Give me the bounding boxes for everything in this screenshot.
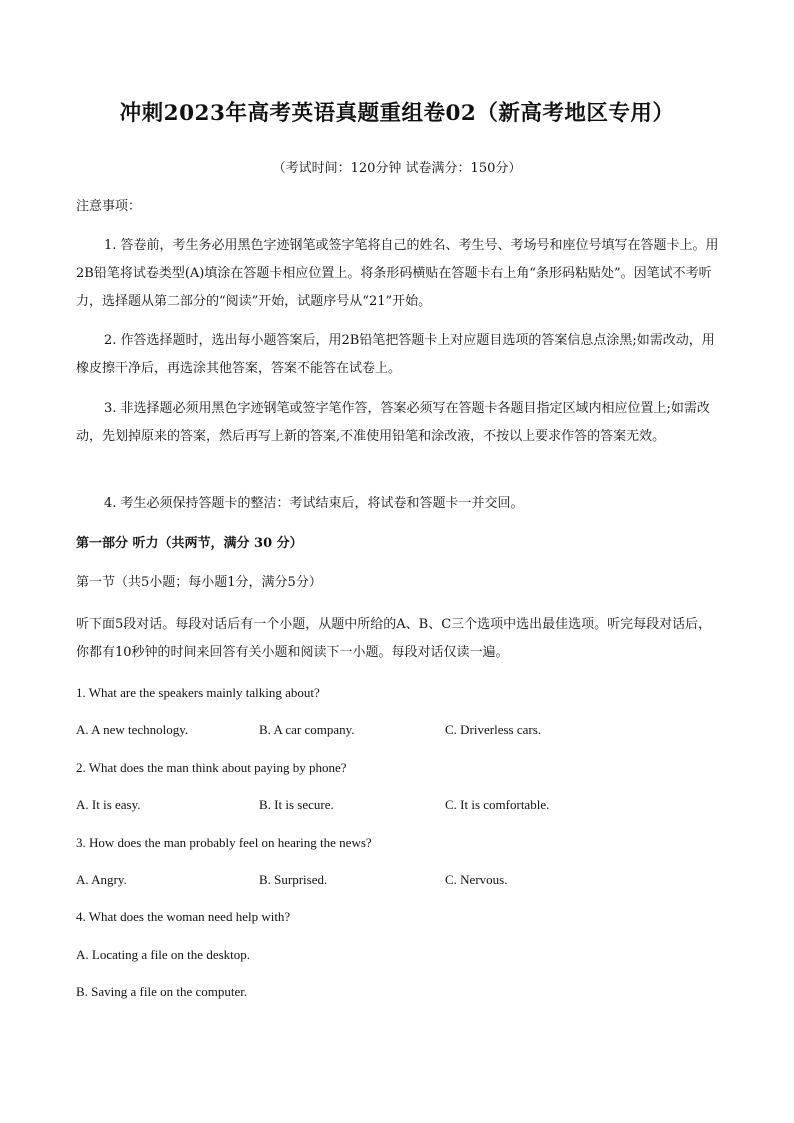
notice-item-3: 3. 非选择题必须用黑色字迹钢笔或签字笔作答，答案必须写在答题卡各题目指定区域内相应位置上;如需改动，先划掉原来的答案，然后再写上新的答案,不准使用铅笔和涂改液，不按以上要求作答的答案无效。 (76, 401, 710, 444)
exam-info: （考试时间：120分钟 试卷满分：150分） (272, 161, 522, 176)
question-stem: 2. What does the man think about paying by phone? (76, 760, 347, 775)
option-b: B. It is secure. (259, 797, 334, 812)
option-a: A. A new technology. (76, 722, 189, 737)
listening-instructions: 听下面5段对话。每段对话后有一个小题，从题中所给的A、B、C三个选项中选出最佳选项。听完每段对话后，你都有10秒钟的时间来回答有关小题和阅读下一小题。每段对话仅读一遍。 (76, 617, 712, 660)
question-stem: 1. What are the speakers mainly talking about? (76, 685, 320, 700)
question-options (76, 870, 722, 890)
option-c: C. Nervous. (445, 872, 508, 887)
notice-heading: 注意事项： (76, 199, 142, 214)
option-a: A. Angry. (76, 872, 127, 887)
question-options (76, 720, 722, 740)
option-c: C. Driverless cars. (445, 722, 542, 737)
option-b: B. Surprised. (259, 872, 328, 887)
option-c: C. It is comfortable. (445, 797, 550, 812)
notice-item-1: 1. 答卷前，考生务必用黑色字迹钢笔或签字笔将自己的姓名、考生号、考场号和座位号填写在答题卡上。用2B铅笔将试卷类型(A)填涂在答题卡相应位置上。将条形码横贴在答题卡右上角“条形码粘贴处”。因笔试不考听力，选择题从第二部分的“阅读”开始，试题序号从“21”开始。 (76, 238, 719, 309)
page-title: 冲刺2023年高考英语真题重组卷02（新高考地区专用） (119, 101, 675, 126)
question-stem: 4. What does the woman need help with? (76, 909, 291, 924)
part-heading: 第一部分 听力（共两节，满分 30 分） (76, 536, 303, 551)
section-heading: 第一节（共5小题；每小题1分，满分5分） (76, 575, 322, 590)
question-stem: 3. How does the man probably feel on hearing the news? (76, 835, 372, 850)
option-a: A. It is easy. (76, 797, 141, 812)
notice-item-4: 4. 考生必须保持答题卡的整洁：考试结束后，将试卷和答题卡一并交回。 (104, 496, 524, 511)
notice-item-2: 2. 作答选择题时，选出每小题答案后，用2B铅笔把答题卡上对应题目选项的答案信息点涂黑;如需改动，用橡皮擦干净后，再选涂其他答案，答案不能答在试卷上。 (76, 333, 715, 376)
option-b: B. A car company. (259, 722, 355, 737)
option-b: B. Saving a file on the computer. (76, 984, 248, 999)
option-a: A. Locating a file on the desktop. (76, 947, 251, 962)
question-options (76, 795, 722, 815)
